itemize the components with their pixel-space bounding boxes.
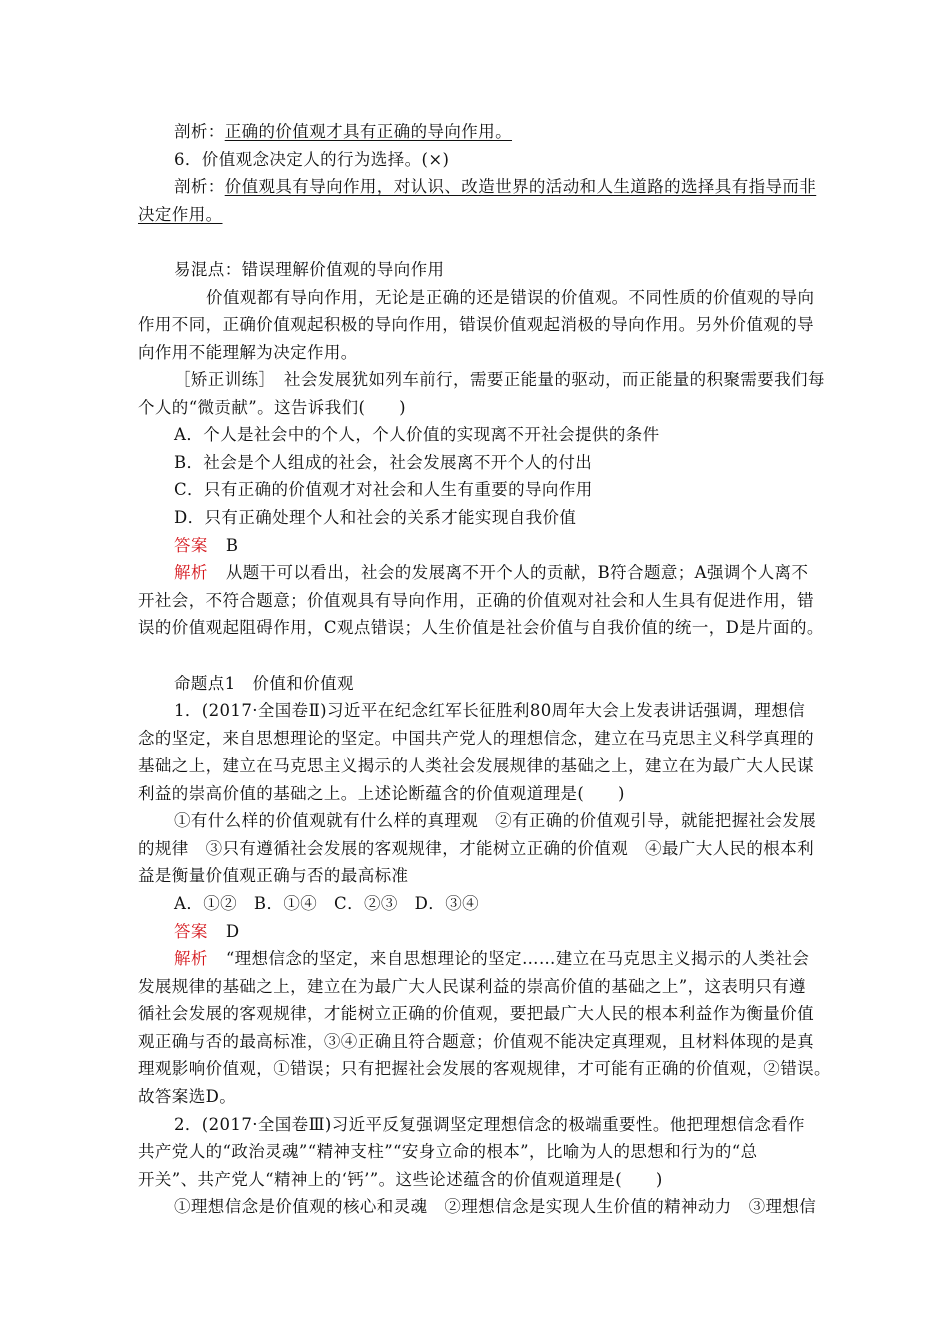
option-b: B．社会是个人组成的社会，社会发展离不开个人的付出 bbox=[174, 453, 593, 472]
answer-line bbox=[174, 921, 814, 943]
option-c: C．只有正确的价值观才对社会和人生有重要的导向作用 bbox=[174, 480, 593, 499]
question-stem-line: 共产党人的“政治灵魂”“精神支柱”“安身立命的根本”，比喻为人的思想和行为的“总 bbox=[138, 1142, 758, 1161]
answer-label: 答案 bbox=[174, 922, 208, 941]
confusion-body-line: 作用不同，正确价值观起积极的导向作用，错误价值观起消极的导向作用。另外价值观的导 bbox=[138, 315, 814, 334]
analysis-line bbox=[174, 121, 814, 143]
question-stem-line: 利益的崇高价值的基础之上。上述论断蕴含的价值观道理是( ) bbox=[138, 784, 625, 803]
topic-title: 命题点1 价值和价值观 bbox=[174, 674, 354, 693]
question-stem-line: 念的坚定，来自思想理论的坚定。中国共产党人的理想信念，建立在马克思主义科学真理的 bbox=[138, 729, 814, 748]
question-stem-line: 1．(2017·全国卷Ⅱ)习近平在纪念红军长征胜利80周年大会上发表讲话强调，理想信 bbox=[174, 701, 806, 720]
question-item-line: ①理想信念是价值观的核心和灵魂 ②理想信念是实现人生价值的精神动力 ③理想信 bbox=[174, 1197, 817, 1216]
explanation-text: 从题干可以看出，社会的发展离不开个人的贡献，B符合题意；A强调个人离不 bbox=[225, 563, 809, 582]
answer-line bbox=[174, 535, 814, 557]
explanation-line bbox=[174, 562, 814, 584]
explanation-line: 发展规律的基础之上，建立在为最广大人民谋利益的崇高价值的基础之上”，这表明只有遵 bbox=[138, 977, 806, 996]
statement-item-6: 6．价值观念决定人的行为选择。(×) bbox=[174, 150, 450, 169]
question-stem-line: 基础之上，建立在马克思主义揭示的人类社会发展规律的基础之上，建立在为最广大人民谋 bbox=[138, 756, 814, 775]
confusion-body-line: 向作用不能理解为决定作用。 bbox=[138, 343, 358, 362]
question-stem-line: 2．(2017·全国卷Ⅲ)习近平反复强调坚定理想信念的极端重要性。他把理想信念看作 bbox=[174, 1115, 805, 1134]
question-stem-line: 个人的“微贡献”。这告诉我们( ) bbox=[138, 398, 406, 417]
question-options: A．①② B．①④ C．②③ D．③④ bbox=[174, 894, 479, 913]
analysis-text: 决定作用。 bbox=[138, 205, 223, 224]
option-a: A．个人是社会中的个人，个人价值的实现离不开社会提供的条件 bbox=[174, 425, 660, 444]
analysis-label: 剖析： bbox=[174, 122, 225, 141]
analysis-line bbox=[174, 176, 817, 198]
confusion-title: 易混点：错误理解价值观的导向作用 bbox=[174, 260, 445, 279]
explanation-line: 故答案选D。 bbox=[138, 1087, 237, 1106]
explanation-label: 解析 bbox=[174, 563, 208, 582]
question-item-line: 益是衡量价值观正确与否的最高标准 bbox=[138, 866, 409, 885]
explanation-line: 理观影响价值观，①错误；只有把握社会发展的客观规律，才可能有正确的价值观，②错误。 bbox=[138, 1059, 831, 1078]
answer-label: 答案 bbox=[174, 536, 208, 555]
analysis-text: 价值观具有导向作用，对认识、改造世界的活动和人生道路的选择具有指导而非 bbox=[224, 177, 817, 196]
explanation-line: 循社会发展的客观规律，才能树立正确的价值观，要把最广大人民的根本利益作为衡量价值 bbox=[138, 1004, 814, 1023]
answer-value: B bbox=[225, 536, 239, 555]
explanation-line: 开社会，不符合题意；价值观具有导向作用，正确的价值观对社会和人生具有促进作用，错 bbox=[138, 591, 814, 610]
explanation-text: “理想信念的坚定，来自思想理论的坚定……建立在马克思主义揭示的人类社会 bbox=[225, 949, 810, 968]
confusion-body-line: 价值观都有导向作用，无论是正确的还是错误的价值观。不同性质的价值观的导向 bbox=[206, 288, 815, 307]
question-stem-line: 开关”、共产党人“精神上的‘钙’”。这些论述蕴含的价值观道理是( ) bbox=[138, 1170, 663, 1189]
analysis-text: 正确的价值观才具有正确的导向作用。 bbox=[224, 122, 513, 141]
question-item-line: ①有什么样的价值观就有什么样的真理观 ②有正确的价值观引导，就能把握社会发展 bbox=[174, 811, 817, 830]
explanation-line bbox=[174, 948, 814, 970]
analysis-label: 剖析： bbox=[174, 177, 225, 196]
question-item-line: 的规律 ③只有遵循社会发展的客观规律，才能树立正确的价值观 ④最广大人民的根本利 bbox=[138, 839, 814, 858]
option-d: D．只有正确处理个人和社会的关系才能实现自我价值 bbox=[174, 508, 577, 527]
answer-value: D bbox=[225, 922, 240, 941]
analysis-line bbox=[138, 204, 814, 226]
question-stem-line: ［矫正训练］ 社会发展犹如列车前行，需要正能量的驱动，而正能量的积聚需要我们每 bbox=[174, 370, 825, 389]
explanation-label: 解析 bbox=[174, 949, 208, 968]
explanation-line: 误的价值观起阻碍作用，C观点错误；人生价值是社会价值与自我价值的统一，D是片面的。 bbox=[138, 618, 824, 637]
explanation-line: 观正确与否的最高标准，③④正确且符合题意；价值观不能决定真理观，且材料体现的是真 bbox=[138, 1032, 814, 1051]
